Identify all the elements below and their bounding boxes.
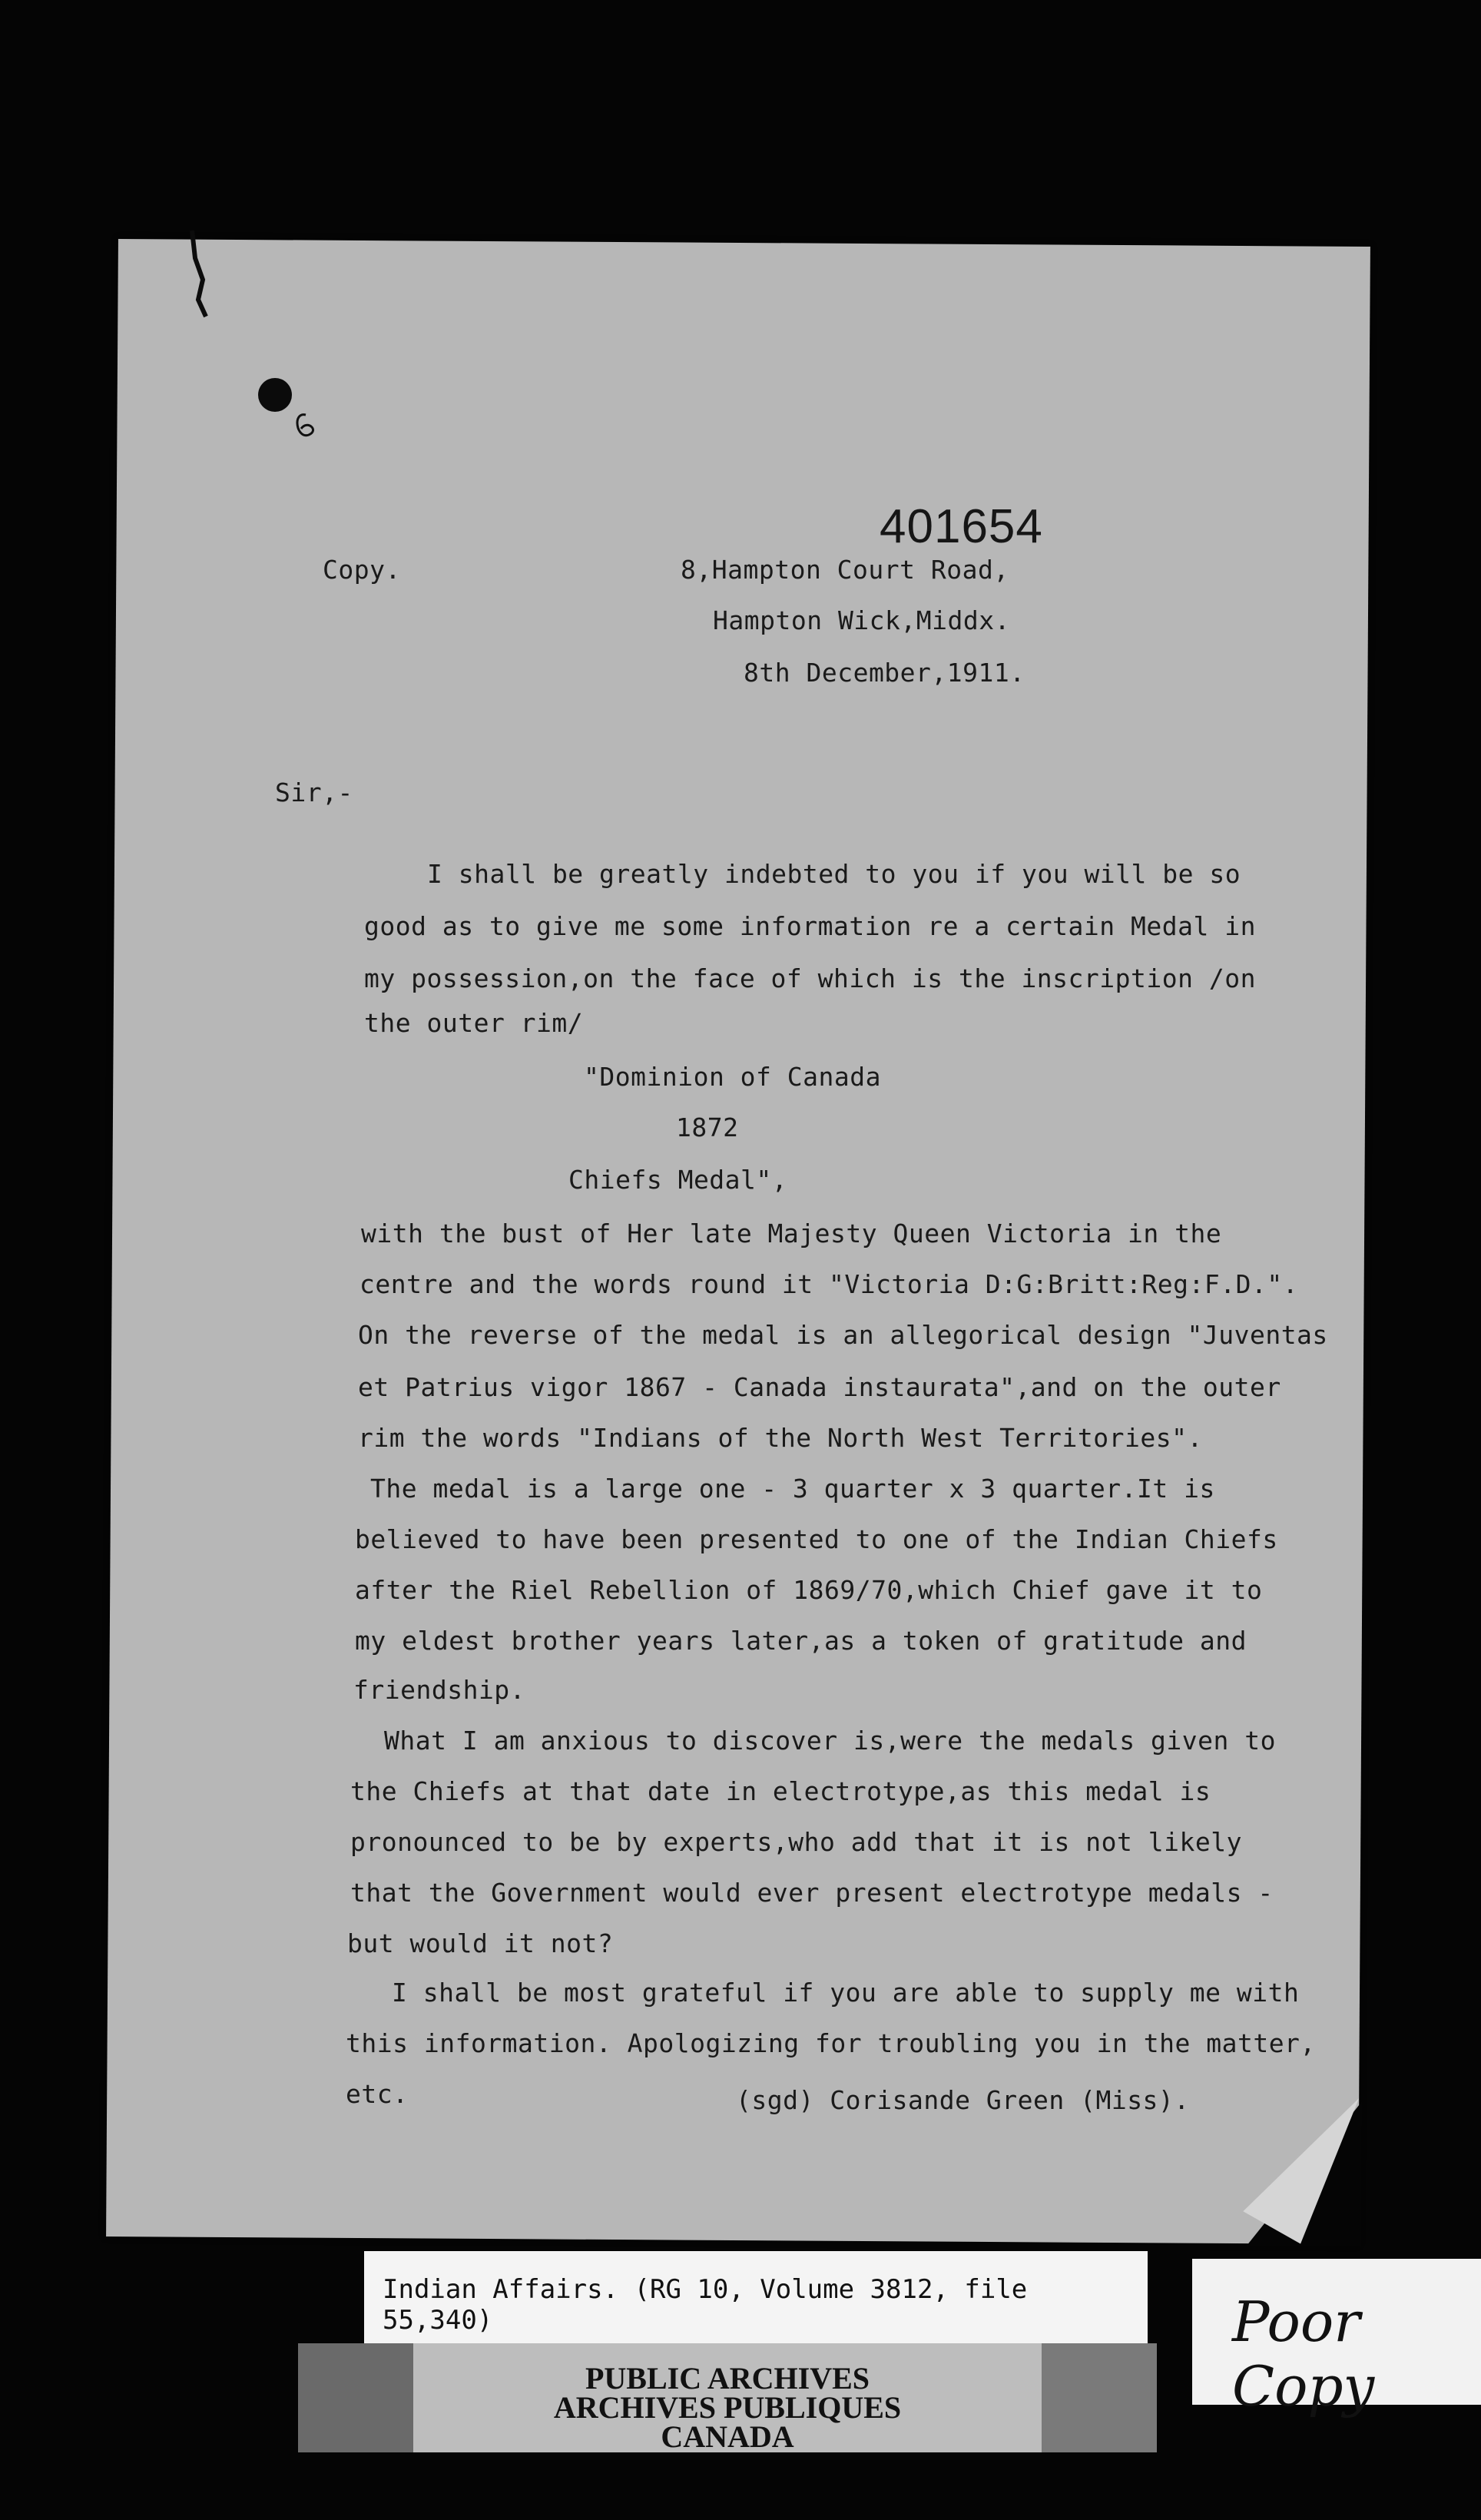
salutation: Sir,- xyxy=(275,778,353,807)
medal-inscription-line: Chiefs Medal", xyxy=(568,1165,788,1195)
stamp-line-1: PUBLIC ARCHIVES xyxy=(585,2361,870,2396)
handwritten-marks xyxy=(177,230,361,461)
body-line: et Patrius vigor 1867 - Canada instaurata",and on the outer xyxy=(358,1372,1281,1402)
file-number: 401654 xyxy=(880,500,1043,553)
poor-copy-note xyxy=(1192,2259,1481,2419)
ink-blot xyxy=(258,378,292,412)
body-line: friendship. xyxy=(353,1675,526,1705)
body-line: pronounced to be by experts,who add that it is not likely xyxy=(350,1827,1242,1857)
copy-label: Copy. xyxy=(323,555,401,585)
body-line: that the Government would ever present electrotype medals - xyxy=(350,1878,1274,1908)
archive-reference-text: Indian Affairs. (RG 10, Volume 3812, file 55,340) xyxy=(383,2274,1028,2336)
signature: (sgd) Corisande Green (Miss). xyxy=(736,2085,1190,2115)
body-line: the outer rim/ xyxy=(364,1008,584,1038)
body-line: this information. Apologizing for troubling you in the matter, xyxy=(346,2028,1316,2058)
body-line: believed to have been presented to one of the Indian Chiefs xyxy=(355,1524,1278,1554)
body-line: The medal is a large one - 3 quarter x 3 quarter.It is xyxy=(370,1474,1215,1504)
medal-inscription-line: 1872 xyxy=(676,1112,739,1142)
body-line: etc. xyxy=(346,2079,409,2109)
letter-date: 8th December,1911. xyxy=(744,658,1025,688)
initial-mark xyxy=(297,415,313,436)
poor-copy-text: Poor Copy xyxy=(1232,2290,1375,2419)
body-line: with the bust of Her late Majesty Queen Victoria in the xyxy=(361,1219,1222,1248)
archives-stamp xyxy=(298,2343,1157,2452)
body-line: I shall be greatly indebted to you if you will be so xyxy=(427,859,1241,889)
body-line: but would it not? xyxy=(347,1928,614,1958)
body-line: On the reverse of the medal is an allegorical design "Juventas xyxy=(358,1320,1328,1350)
body-line: rim the words "Indians of the North West Territories". xyxy=(358,1423,1203,1453)
stamp-line-3: CANADA xyxy=(661,2419,794,2454)
medal-inscription-line: "Dominion of Canada xyxy=(584,1062,881,1092)
body-line: I shall be most grateful if you are able to supply me with xyxy=(392,1978,1300,2008)
body-line: What I am anxious to discover is,were the medals given to xyxy=(384,1726,1276,1756)
address-line-2: Hampton Wick,Middx. xyxy=(713,605,1010,635)
address-line-1: 8,Hampton Court Road, xyxy=(681,555,1009,585)
body-line: my eldest brother years later,as a token of gratitude and xyxy=(355,1626,1247,1656)
body-line: good as to give me some information re a certain Medal in xyxy=(364,911,1256,941)
body-line: centre and the words round it "Victoria D:G:Britt:Reg:F.D.". xyxy=(359,1269,1299,1299)
body-line: the Chiefs at that date in electrotype,as this medal is xyxy=(350,1776,1211,1806)
stamp-line-2: ARCHIVES PUBLIQUES xyxy=(553,2390,902,2425)
archive-reference-label xyxy=(364,2251,1148,2349)
body-line: after the Riel Rebellion of 1869/70,which Chief gave it to xyxy=(355,1575,1263,1605)
body-line: my possession,on the face of which is the inscription /on xyxy=(364,963,1256,993)
pen-stroke-mark xyxy=(192,230,206,317)
